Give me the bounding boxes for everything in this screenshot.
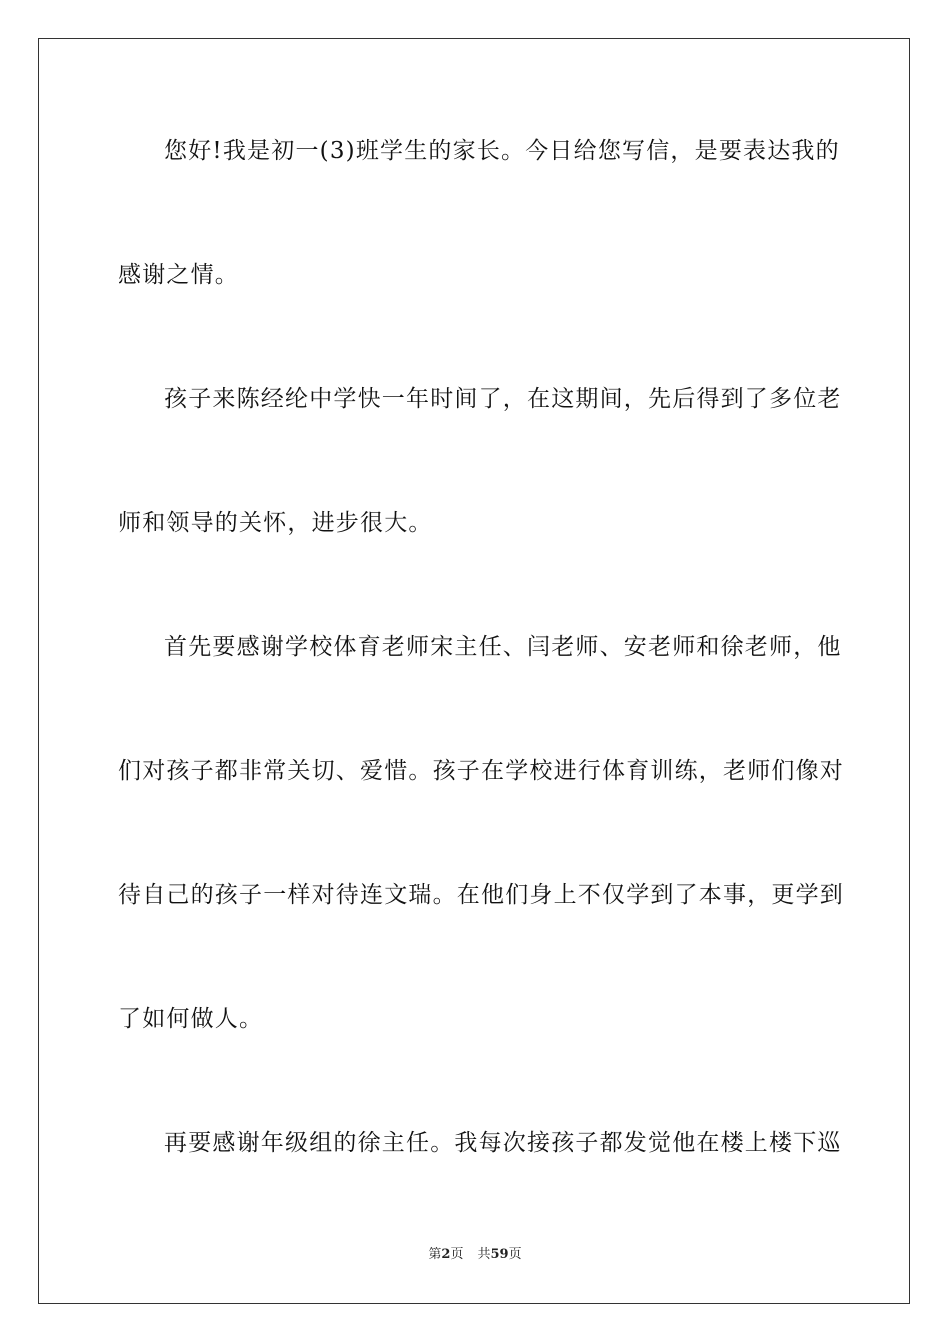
paragraph-line: 再要感谢年级组的徐主任。我每次接孩子都发觉他在楼上楼下巡 [164,1130,842,1156]
paragraph-line: 了如何做人。 [118,1006,264,1032]
total-suffix: 页 [508,1247,522,1262]
paragraph-line: 首先要感谢学校体育老师宋主任、闫老师、安老师和徐老师，他 [164,634,842,660]
paragraph-line: 师和领导的关怀，进步很大。 [118,510,433,536]
page-current: 2 [441,1247,451,1262]
paragraph-line: 待自己的孩子一样对待连文瑞。在他们身上不仅学到了本事，更学到 [118,882,844,908]
page-prefix: 第 [428,1247,442,1262]
paragraph-line: 您好!我是初一(3)班学生的家长。今日给您写信，是要表达我的 [164,138,840,164]
paragraph-line: 孩子来陈经纶中学快一年时间了，在这期间，先后得到了多位老 [164,386,842,412]
page-suffix: 页 [450,1247,464,1262]
paragraph-line: 感谢之情。 [118,262,239,288]
page-border [38,38,910,1304]
paragraph-line: 们对孩子都非常关切、爱惜。孩子在学校进行体育训练，老师们像对 [118,758,844,784]
page-footer [0,1246,950,1264]
page-total: 59 [490,1247,509,1262]
total-prefix: 共 [477,1247,491,1262]
